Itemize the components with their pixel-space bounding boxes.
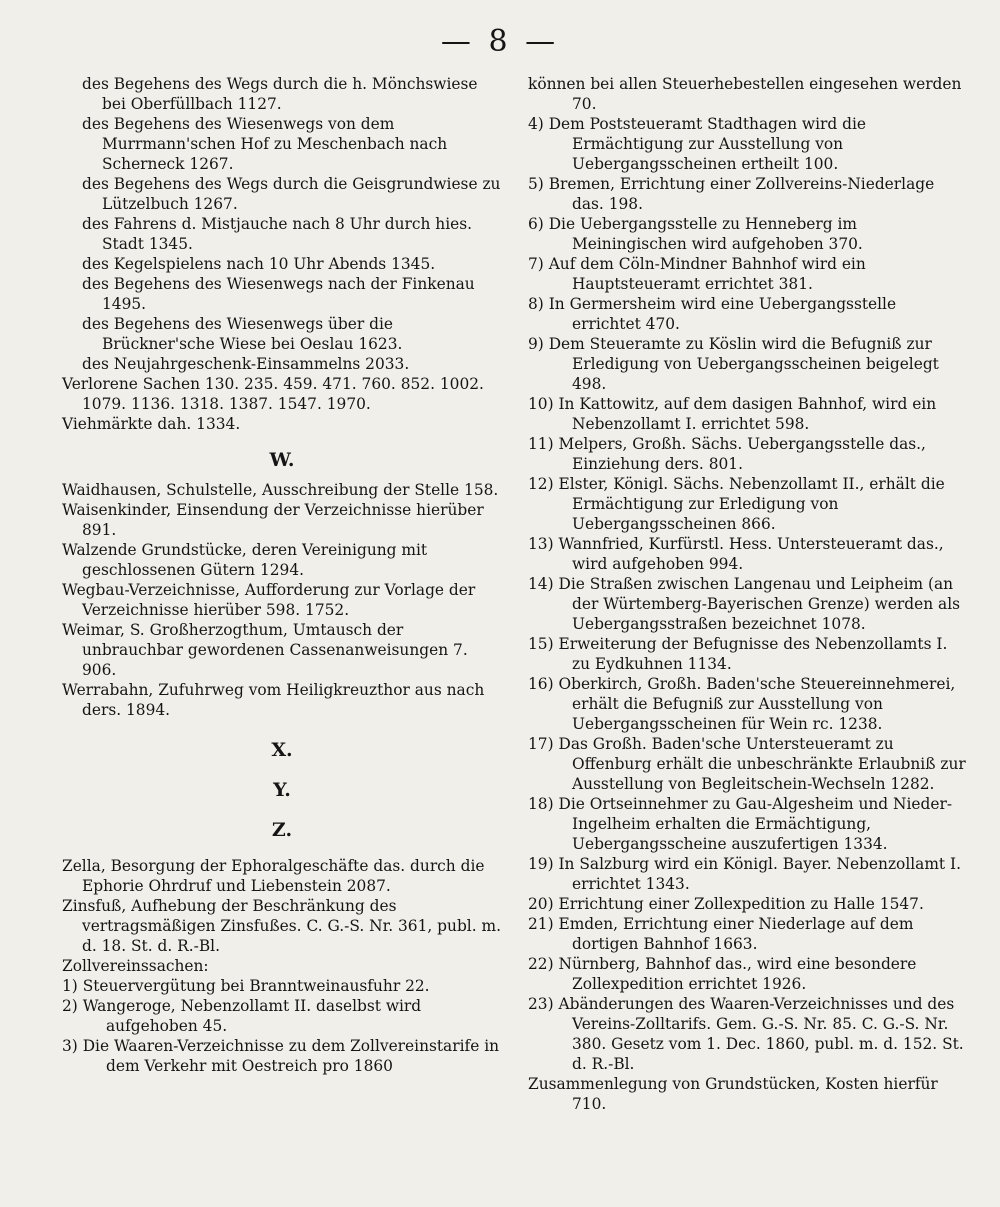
index-entry: Weimar, S. Großherzogthum, Umtausch der unbrauchbar gewordenen Cassenanweisungen 7. 906. (62, 621, 468, 679)
index-entry: des Begehens des Wiesenwegs von dem Murrmann'schen Hof zu Meschenbach nach Scherneck 1267. (82, 115, 448, 173)
section-heading-x: X. (271, 739, 293, 761)
index-subentry: 6) Die Uebergangsstelle zu Henneberg im Meiningischen wird aufgehoben 370. (528, 215, 863, 253)
index-subentry: 13) Wannfried, Kurfürstl. Hess. Untersteueramt das., wird aufgehoben 994. (528, 535, 944, 573)
index-entry: Zella, Besorgung der Ephoralgeschäfte das. durch die Ephorie Ohrdruf und Liebenstein 2087. (62, 857, 485, 895)
section-heading-z: Z. (271, 819, 293, 841)
index-subentry: 10) In Kattowitz, auf dem dasigen Bahnhof, wird ein Nebenzollamt I. errichtet 598. (528, 395, 937, 433)
index-subentry: 11) Melpers, Großh. Sächs. Uebergangsstelle das., Einziehung ders. 801. (528, 435, 926, 473)
index-entry: Waidhausen, Schulstelle, Ausschreibung der Stelle 158. (62, 481, 499, 499)
index-entry: Verlorene Sachen 130. 235. 459. 471. 760. 852. 1002. 1079. 1136. 1318. 1387. 1547. 1970. (62, 375, 484, 413)
index-subentry: 3) Die Waaren-Verzeichnisse zu dem Zollvereinstarife in dem Verkehr mit Oestreich pro 1860 (62, 1037, 500, 1075)
index-entry: Zinsfuß, Aufhebung der Beschränkung des vertragsmäßigen Zinsfußes. C. G.-S. Nr. 361, publ. m. d. 18. St. d. R.-Bl. (62, 897, 501, 955)
index-subentry: können bei allen Steuerhebestellen eingesehen werden 70. (528, 75, 962, 113)
index-subentry: 16) Oberkirch, Großh. Baden'sche Steuereinnehmerei, erhält die Befugniß zur Ausstellung von Uebergangsscheinen für Wein rc. 1238. (528, 675, 956, 733)
index-subentry: 4) Dem Poststeueramt Stadthagen wird die Ermächtigung zur Ausstellung von Uebergangsscheinen ertheilt 100. (528, 115, 866, 173)
index-subentry: 9) Dem Steueramte zu Köslin wird die Befugniß zur Erledigung von Uebergangsscheinen beigelegt 498. (528, 335, 939, 393)
index-entry: Viehmärkte dah. 1334. (62, 415, 241, 433)
index-subentry: 12) Elster, Königl. Sächs. Nebenzollamt II., erhält die Ermächtigung zur Erledigung von Uebergangsscheinen 866. (528, 475, 945, 533)
section-heading-y: Y. (273, 779, 291, 801)
index-entry: des Begehens des Wegs durch die h. Mönchswiese bei Oberfüllbach 1127. (82, 75, 478, 113)
page-number: — 8 — (440, 24, 560, 59)
index-column-left (62, 74, 502, 1076)
index-entry: des Begehens des Wiesenwegs nach der Finkenau 1495. (82, 275, 475, 313)
index-subentry: 1) Steuervergütung bei Branntweinausfuhr 22. (62, 977, 430, 995)
index-subentry: 19) In Salzburg wird ein Königl. Bayer. Nebenzollamt I. errichtet 1343. (528, 855, 961, 893)
index-subentry: 18) Die Ortseinnehmer zu Gau-Algesheim und Nieder-Ingelheim erhalten die Ermächtigung, Uebergangsscheine auszufertigen 1334. (528, 795, 953, 853)
index-subentry: 17) Das Großh. Baden'sche Untersteueramt zu Offenburg erhält die unbeschränkte Erlaubniß zur Ausstellung von Begleitschein-Wechseln 1282. (528, 735, 966, 793)
index-column-right (528, 74, 968, 1114)
index-subentry: 14) Die Straßen zwischen Langenau und Leipheim (an der Würtemberg-Bayerischen Grenze) werden als Uebergangsstraßen bezeichnet 1078. (528, 575, 961, 633)
index-entry: des Kegelspielens nach 10 Uhr Abends 1345. (82, 255, 436, 273)
index-entry: des Begehens des Wegs durch die Geisgrundwiese zu Lützelbuch 1267. (82, 175, 501, 213)
index-entry: Wegbau-Verzeichnisse, Aufforderung zur Vorlage der Verzeichnisse hierüber 598. 1752. (62, 581, 476, 619)
index-entry: Waisenkinder, Einsendung der Verzeichnisse hierüber 891. (62, 501, 484, 539)
index-subentry: 2) Wangeroge, Nebenzollamt II. daselbst wird aufgehoben 45. (62, 997, 422, 1035)
index-subentry: 21) Emden, Errichtung einer Niederlage auf dem dortigen Bahnhof 1663. (528, 915, 914, 953)
index-subentry: 8) In Germersheim wird eine Uebergangsstelle errichtet 470. (528, 295, 897, 333)
index-entry: Walzende Grundstücke, deren Vereinigung mit geschlossenen Gütern 1294. (62, 541, 428, 579)
index-entry: des Fahrens d. Mistjauche nach 8 Uhr durch hies. Stadt 1345. (82, 215, 473, 253)
index-subentry: 7) Auf dem Cöln-Mindner Bahnhof wird ein Hauptsteueramt errichtet 381. (528, 255, 866, 293)
index-subentry: Zusammenlegung von Grundstücken, Kosten hierfür 710. (528, 1075, 938, 1113)
index-subentry: 20) Errichtung einer Zollexpedition zu Halle 1547. (528, 895, 924, 913)
index-subentry: 22) Nürnberg, Bahnhof das., wird eine besondere Zollexpedition errichtet 1926. (528, 955, 917, 993)
index-entry: des Neujahrgeschenk-Einsammelns 2033. (82, 355, 410, 373)
index-entry: Zollvereinssachen: (62, 957, 209, 975)
section-heading-w: W. (269, 449, 295, 471)
index-subentry: 15) Erweiterung der Befugnisse des Nebenzollamts I. zu Eydkuhnen 1134. (528, 635, 948, 673)
index-subentry: 5) Bremen, Errichtung einer Zollvereins-Niederlage das. 198. (528, 175, 935, 213)
index-subentry: 23) Abänderungen des Waaren-Verzeichnisses und des Vereins-Zolltarifs. Gem. G.-S. Nr. 85. C. G.-S. Nr. 380. Gesetz vom 1. Dec. 1860, publ. m. d. 152. St. d. R.-Bl. (528, 995, 964, 1073)
index-entry: Werrabahn, Zufuhrweg vom Heiligkreuzthor aus nach ders. 1894. (62, 681, 485, 719)
index-entry: des Begehens des Wiesenwegs über die Brückner'sche Wiese bei Oeslau 1623. (82, 315, 403, 353)
